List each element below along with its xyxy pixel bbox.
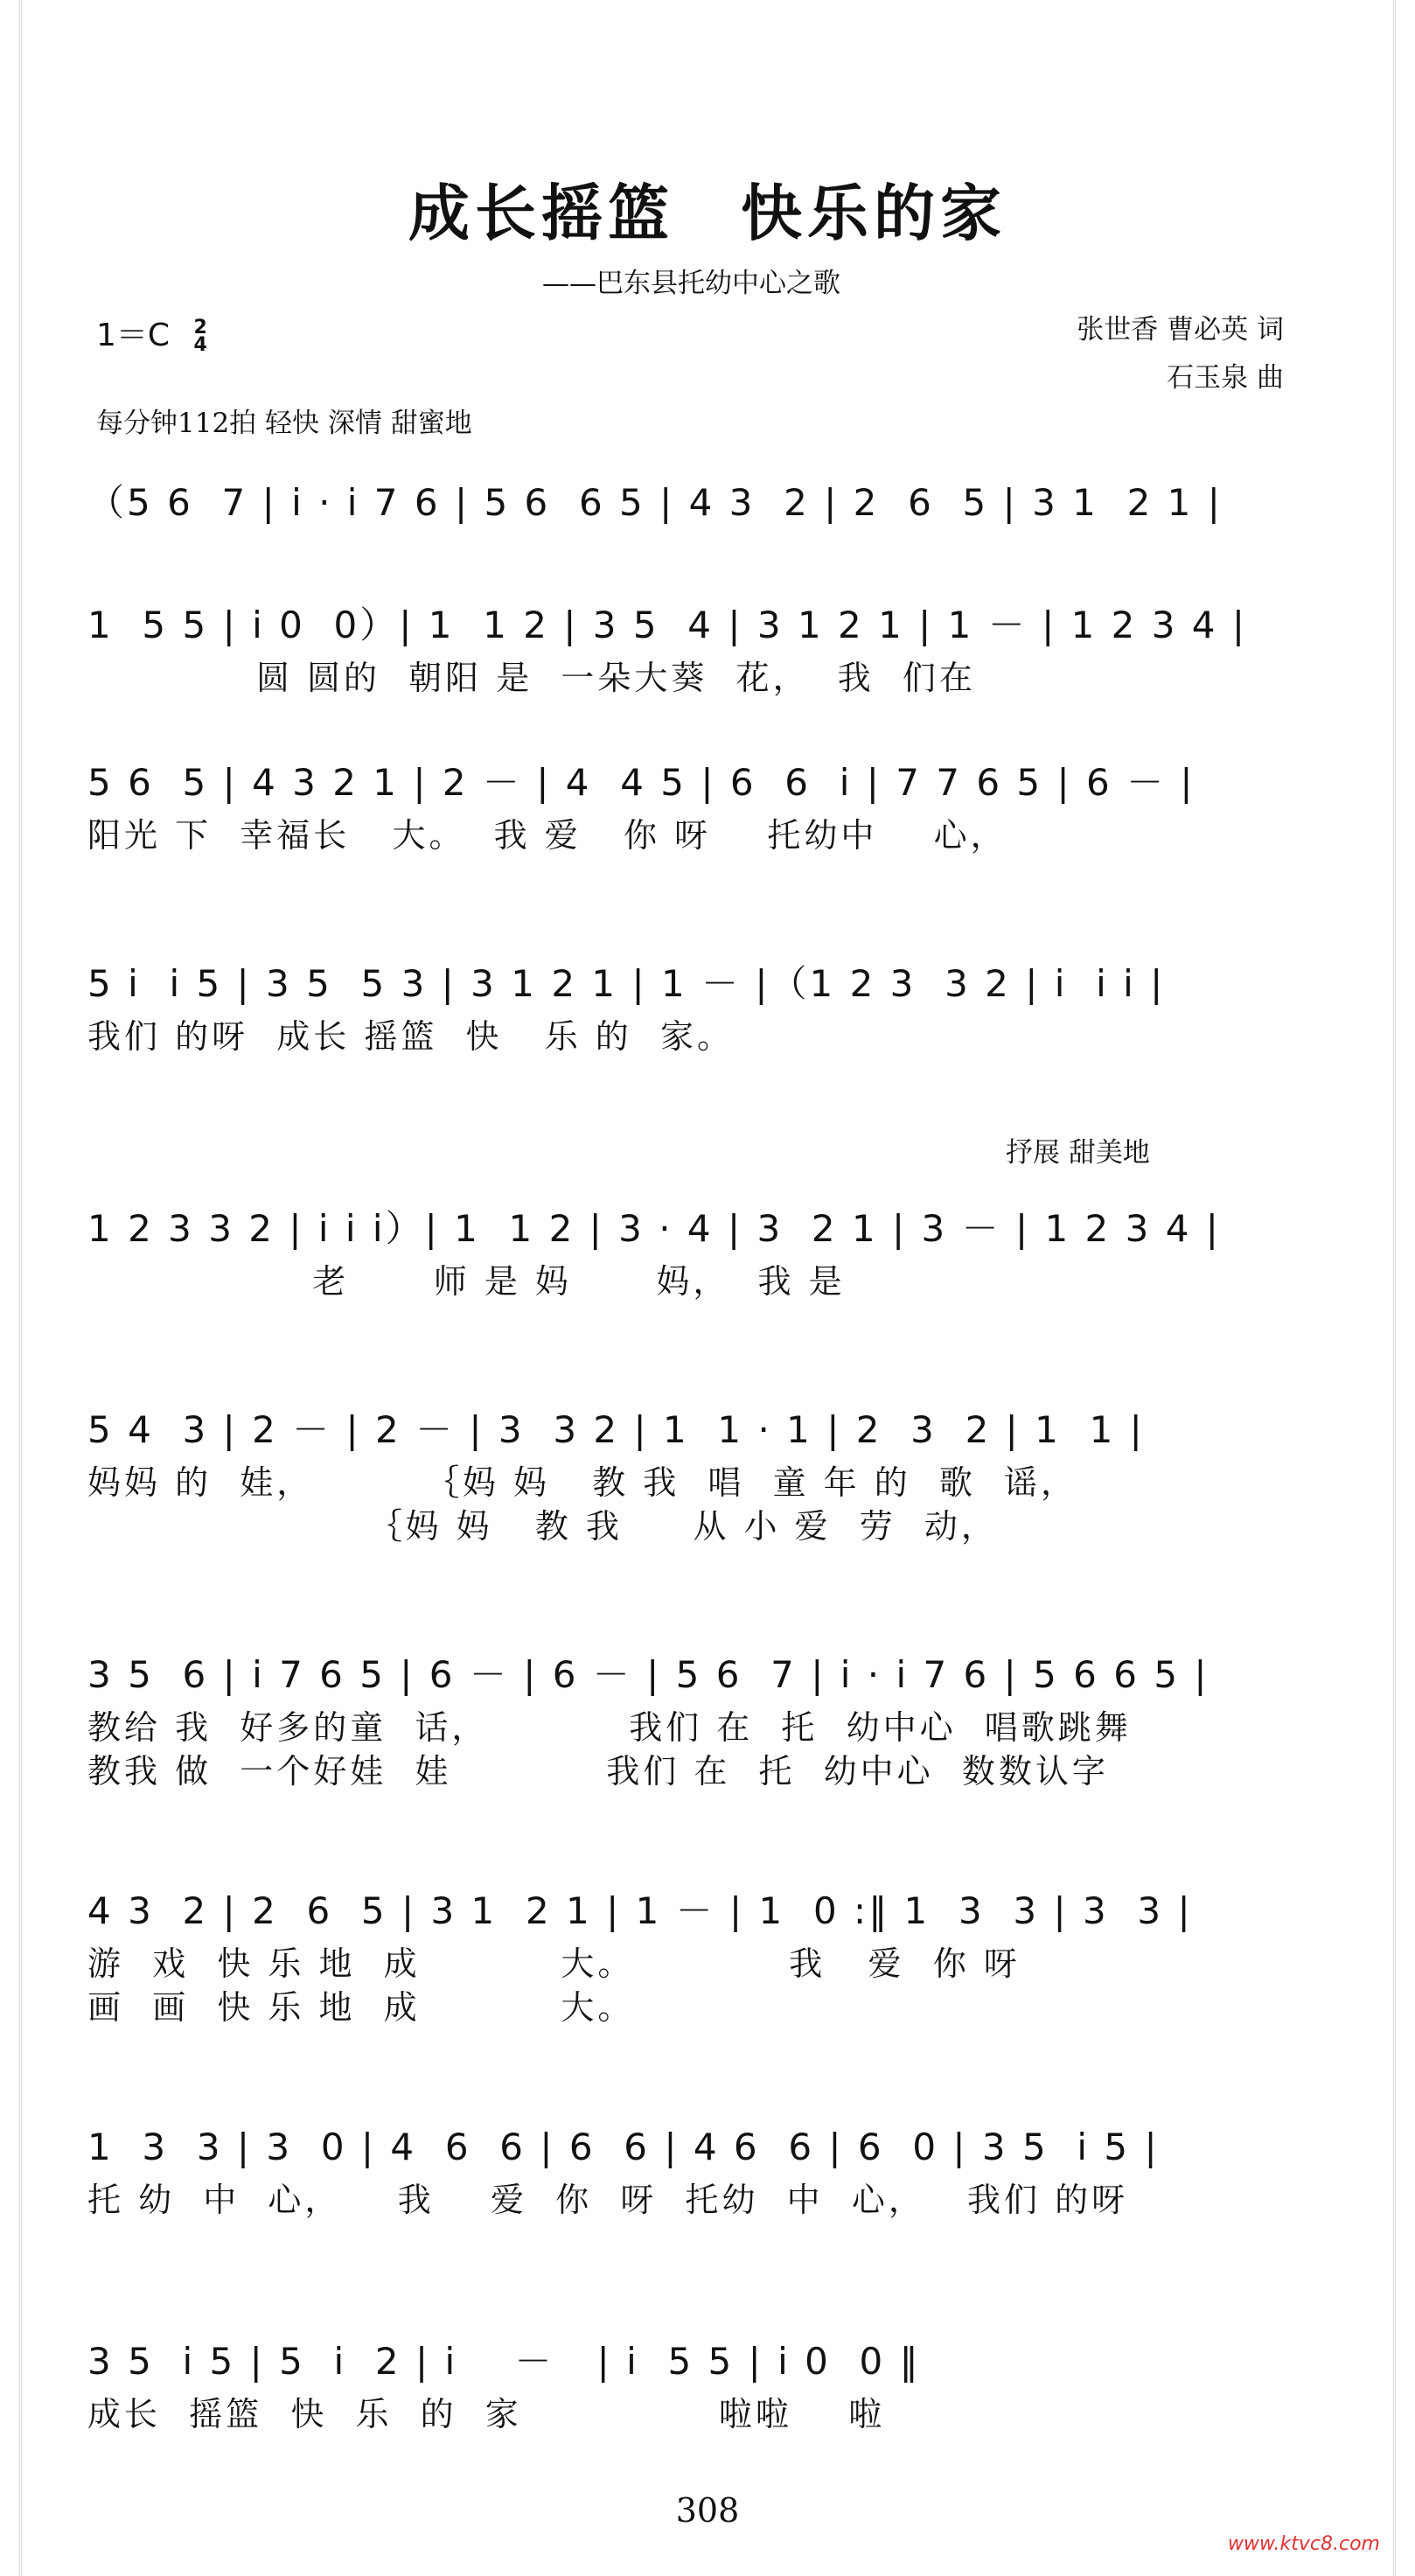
notation-line: 3 5 6 | i 7 6 5 | 6 － | 6 － | 5 6 7 | i · i 7 6 | 5 6 6 5 | bbox=[87, 1653, 1209, 1696]
lyric-line: 妈妈 的 娃， ｛妈 妈 教 我 唱 童 年 的 歌 谣， bbox=[87, 1463, 1078, 1502]
lyric-line: 画 画 快 乐 地 成 大。 bbox=[87, 1988, 635, 2027]
song-title: 成长摇篮 快乐的家 bbox=[408, 177, 1007, 249]
notation-line: 3 5 i 5 | 5 i 2 | i － | i 5 5 | i 0 0 ‖ bbox=[87, 2340, 921, 2383]
credits bbox=[1077, 306, 1284, 402]
notation-line: 4 3 2 | 2 6 5 | 3 1 2 1 | 1 － | 1 0 :‖ 1 3 3 | 3 3 | bbox=[87, 1889, 1193, 1932]
staff-system bbox=[87, 472, 1312, 534]
notation-line: 1 3 3 | 3 0 | 4 6 6 | 6 6 | 4 6 6 | 6 0 | 3 5 i 5 | bbox=[87, 2126, 1160, 2168]
lyric-line: 我们 的呀 成长 摇篮 快 乐 的 家。 bbox=[87, 1017, 734, 1056]
staff-system bbox=[87, 1881, 1312, 2029]
lyric-line: 阳光 下 幸福长 大。 我 爱 你 呀 托幼中 心， bbox=[87, 816, 1007, 855]
expression-mark: 抒展 甜美地 bbox=[1006, 1137, 1150, 1169]
staff-system bbox=[87, 2331, 1312, 2436]
staff-system bbox=[87, 595, 1312, 700]
staff-system bbox=[87, 2117, 1312, 2222]
time-signature-top: 2 bbox=[193, 317, 207, 339]
notation-line: 5 i i 5 | 3 5 5 3 | 3 1 2 1 | 1 － |（1 2 3 3 2 | i i i | bbox=[87, 962, 1166, 1005]
tempo-marking: 每分钟112拍 轻快 深情 甜蜜地 bbox=[96, 408, 472, 439]
lyric-line: 教给 我 好多的童 话， 我们 在 托 幼中心 唱歌跳舞 bbox=[87, 1708, 1132, 1747]
composer: 石玉泉 曲 bbox=[1167, 362, 1284, 394]
watermark: www.ktvc8.com bbox=[1227, 2533, 1380, 2555]
page-number: 308 bbox=[675, 2491, 740, 2530]
notation-line: 5 6 5 | 4 3 2 1 | 2 － | 4 4 5 | 6 6 i | 7 7 6 5 | 6 － | bbox=[87, 761, 1195, 804]
staff-system bbox=[87, 1400, 1312, 1548]
notation-line: 1 2 3 3 2 | i i i）| 1 1 2 | 3 · 4 | 3 2 1 | 3 － | 1 2 3 4 | bbox=[87, 1207, 1221, 1250]
time-signature bbox=[194, 319, 207, 354]
lyricists: 张世香 曹必英 词 bbox=[1077, 314, 1284, 346]
staff-system bbox=[87, 1644, 1312, 1793]
key-signature bbox=[96, 311, 207, 355]
key-label: 1＝C bbox=[96, 318, 171, 353]
time-signature-bottom: 4 bbox=[193, 334, 207, 356]
lyric-line: 老 师 是 妈 妈， 我 是 bbox=[87, 1262, 846, 1301]
staff-system bbox=[87, 1198, 1312, 1303]
lyric-line: ｛妈 妈 教 我 从 小 爱 劳 动， bbox=[87, 1507, 998, 1546]
staff-system bbox=[87, 953, 1312, 1058]
song-subtitle: ——巴东县托幼中心之歌 bbox=[542, 268, 840, 299]
lyric-line: 托 幼 中 心， 我 爱 你 呀 托幼 中 心， 我们 的呀 bbox=[87, 2181, 1129, 2219]
notation-line: 1 5 5 | i 0 0）| 1 1 2 | 3 5 4 | 3 1 2 1 | 1 － | 1 2 3 4 | bbox=[87, 604, 1248, 646]
lyric-line: 圆 圆的 朝阳 是 一朵大葵 花， 我 们在 bbox=[87, 659, 976, 697]
lyric-line: 成长 摇篮 快 乐 的 家 啦啦 啦 bbox=[87, 2395, 886, 2433]
lyric-line: 教我 做 一个好娃 娃 我们 在 托 幼中心 数数认字 bbox=[87, 1752, 1109, 1791]
notation-line: 5 4 3 | 2 － | 2 － | 3 3 2 | 1 1 · 1 | 2 3 2 | 1 1 | bbox=[87, 1408, 1145, 1451]
lyric-line: 游 戏 快 乐 地 成 大。 我 爱 你 呀 bbox=[87, 1944, 1021, 1983]
staff-system bbox=[87, 752, 1312, 857]
notation-line: （5 6 7 | i · i 7 6 | 5 6 6 5 | 4 3 2 | 2 6 5 | 3 1 2 1 | bbox=[87, 481, 1223, 524]
